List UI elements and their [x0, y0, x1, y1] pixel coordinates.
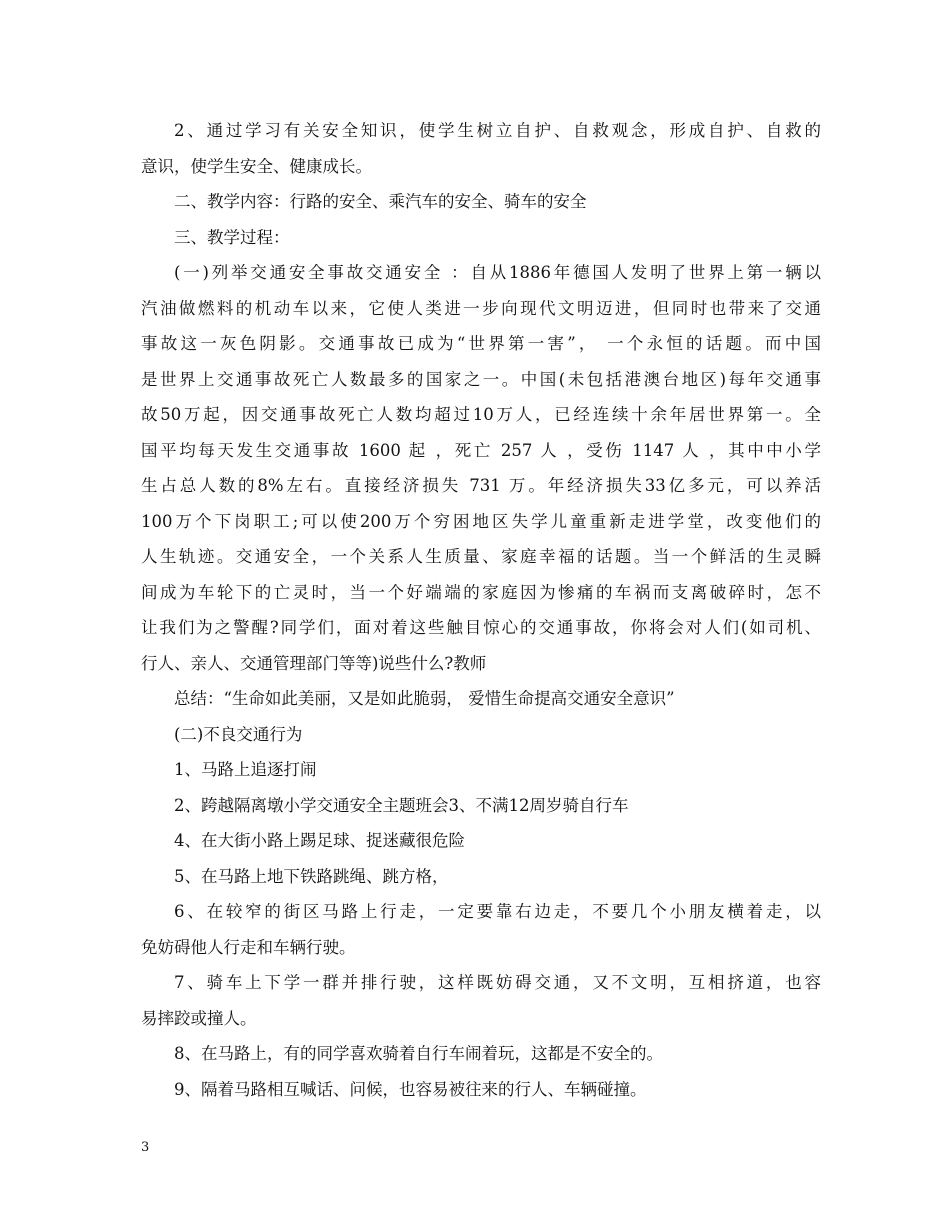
text-line-17: 总结：“生命如此美丽，又是如此脆弱， 爱惜生命提高交通安全意识”	[174, 689, 675, 708]
text-line-19: 1、马路上追逐打闹	[174, 760, 317, 779]
document-body	[141, 113, 821, 1107]
text-line-1: 2、通过学习有关安全知识，使学生树立自护、自救观念，形成自护、自救的	[174, 121, 821, 140]
page-number: 3	[141, 1140, 150, 1155]
text-line-26: 易摔跤或撞人。	[141, 1008, 257, 1028]
text-line-7: 事故这一灰色阴影。交通事故已成为“世界第一害”， 一个永恒的话题。而中国	[141, 334, 821, 353]
text-line-14: 间成为车轮下的亡灵时，当一个好端端的家庭因为惨痛的车祸而支离破碎时，怎不	[141, 582, 821, 602]
text-line-18: (二)不良交通行为	[174, 724, 303, 744]
text-line-21: 4、在大街小路上踢足球、捉迷藏很危险	[174, 831, 465, 850]
text-line-24: 免妨碍他人行走和车辆行驶。	[141, 937, 356, 957]
text-line-4: 三、教学过程：	[174, 227, 290, 247]
text-line-27: 8、在马路上，有的同学喜欢骑着自行车闹着玩，这都是不安全的。	[174, 1044, 663, 1063]
text-line-12: 100万个下岗职工;可以使200万个穷困地区失学儿童重新走进学堂，改变他们的	[141, 511, 821, 531]
text-line-6: 汽油做燃料的机动车以来，它使人类进一步向现代文明迈进，但同时也带来了交通	[141, 298, 821, 318]
text-line-20: 2、跨越隔离墩小学交通安全主题班会3、不满12周岁骑自行车	[174, 795, 629, 815]
text-line-22: 5、在马路上地下铁路跳绳、跳方格，	[174, 866, 449, 886]
text-line-5: (一)列举交通安全事故交通安全 ：自从1886年德国人发明了世界上第一辆以	[174, 263, 821, 282]
text-line-10: 国平均每天发生交通事故 1600 起 ，死亡 257 人 ，受伤 1147 人 ，其中中小学	[141, 440, 821, 460]
text-line-2: 意识，使学生安全、健康成长。	[141, 156, 372, 176]
text-line-25: 7、骑车上下学一群并排行驶，这样既妨碍交通，又不文明，互相挤道，也容	[174, 973, 821, 992]
text-line-23: 6、在较窄的街区马路上行走，一定要靠右边走，不要几个小朋友横着走，以	[174, 902, 821, 921]
text-line-11: 生占总人数的8%左右。直接经济损失 731 万。年经济损失33亿多元，可以养活	[141, 476, 821, 495]
text-line-16: 行人、亲人、交通管理部门等等)说些什么?教师	[141, 653, 487, 673]
text-line-8: 是世界上交通事故死亡人数最多的国家之一。中国(未包括港澳台地区)每年交通事	[141, 369, 821, 389]
text-line-15: 让我们为之警醒?同学们，面对着这些触目惊心的交通事故，你将会对人们(如司机、	[141, 618, 821, 637]
text-line-28: 9、隔着马路相互喊话、问候，也容易被往来的行人、车辆碰撞。	[174, 1079, 647, 1099]
text-line-13: 人生轨迹。交通安全，一个关系人生质量、家庭幸福的话题。当一个鲜活的生灵瞬	[141, 547, 821, 566]
text-line-3: 二、教学内容：行路的安全、乘汽车的安全、骑车的安全	[174, 192, 587, 211]
text-line-9: 故50万起，因交通事故死亡人数均超过10万人，已经连续十余年居世界第一。全	[141, 405, 821, 424]
